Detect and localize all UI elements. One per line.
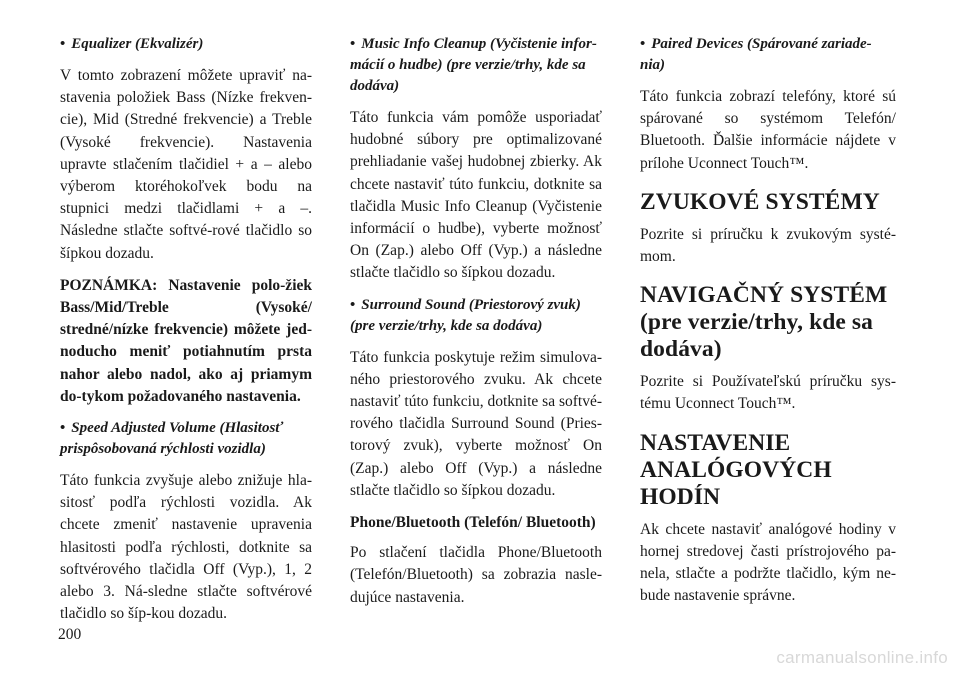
bullet: •	[60, 36, 66, 52]
paragraph-speed-volume: Táto funkcia zvyšuje alebo znižuje hla-sitosť podľa rýchlosti vozidla. Ak chcete zmeniť nastavenie upravenia hlasitosti podľa rýchlosti, dotknite sa softvérového tlačidla Off (Vyp.), 1, 2 alebo 3. Ná-sledne stlačte softvérové tlačidlo so šíp-kou dozadu.	[60, 472, 312, 623]
paragraph-clock: Ak chcete nastaviť analógové hodiny v hornej stredovej časti prístrojového pa-nela, stlačte a podržte tlačidlo, kým ne-bude nastavenie správne.	[640, 520, 896, 605]
paragraph-equalizer: V tomto zobrazení môžete upraviť na-stavenia položiek Bass (Nízke frekven-cie), Mid (Stredné frekvencie) a Treble (Vysoké frekvencie). Nastavenia upravte stlačením tlačidiel + a – alebo výberom ktoréhokoľvek bodu na stupnici medzi tlačidlami + a –. Následne stlačte softvé-rové tlačidlo so šípkou dozadu.	[60, 67, 312, 262]
column-middle	[350, 34, 602, 619]
bullet: •	[640, 36, 646, 52]
subheading-equalizer: • Equalizer (Ekvalizér)	[60, 36, 204, 52]
section-title-audio: ZVUKOVÉ SYSTÉMY	[640, 188, 880, 215]
subheading-paired-devices: • Paired Devices (Spárované zariade-nia)	[640, 36, 872, 73]
bullet: •	[60, 420, 66, 437]
paragraph-surround: Táto funkcia poskytuje režim simulova-ného priestorového zvuku. Ak chcete nastaviť túto funkciu, dotknite sa softvé-rového tlačidla Surround Sound (Pries-torový zvuk), vyberte možnosť On (Zap.) alebo Off (Vyp.) a následne stlačte tlačidlo so šípkou dozadu.	[350, 348, 602, 499]
paragraph-navigation: Pozrite si Používateľskú príručku sys-tému Uconnect Touch™.	[640, 373, 896, 413]
page-number: 200	[58, 626, 82, 643]
paragraph-music-info: Táto funkcia vám pomôže usporiadať hudobné súbory pre optimalizované prehliadanie vašej hudobnej zbierky. Ak chcete nastaviť túto funkciu, dotknite sa tlačidla Music Info Cleanup (Vyčistenie informácií o hudbe), vyberte možnosť On (Zap.) alebo Off (Vyp.) a následne stlačte tlačidlo so šípkou dozadu.	[350, 109, 602, 282]
bullet: •	[350, 296, 356, 313]
bullet: •	[350, 36, 356, 52]
subheading-surround: • Surround Sound (Priestorový zvuk) (pre verzie/trhy, kde sa dodáva)	[350, 296, 581, 334]
note-paragraph: POZNÁMKA: Nastavenie polo-žiek Bass/Mid/Treble (Vysoké/ stredné/nízke frekvencie) môžete jed-noducho meniť potiahnutím prsta nahor alebo nadol, ako aj priamym do-tykom požadovaného nastavenia.	[60, 276, 312, 405]
column-right	[640, 34, 896, 617]
paragraph-audio: Pozrite si príručku k zvukovým systé-mom.	[640, 225, 896, 266]
subheading-speed-volume: • Speed Adjusted Volume (Hlasitosť prispôsobovaná rýchlosti vozidla)	[60, 420, 284, 458]
column-left	[60, 34, 312, 635]
heading-phone-bluetooth: Phone/Bluetooth (Telefón/ Bluetooth)	[350, 514, 596, 532]
paragraph-phone-bluetooth: Po stlačení tlačidla Phone/Bluetooth (Telefón/Bluetooth) sa zobrazia nasle-dujúce nastavenia.	[350, 544, 602, 606]
paragraph-paired-devices: Táto funkcia zobrazí telefóny, ktoré sú spárované so systémom Telefón/ Bluetooth. Ďalšie informácie nájdete v prílohe Uconnect Touch™.	[640, 88, 896, 172]
section-title-navigation: NAVIGAČNÝ SYSTÉM (pre verzie/trhy, kde sa dodáva)	[640, 282, 888, 363]
section-title-clock: NASTAVENIE ANALÓGOVÝCH HODÍN	[640, 429, 832, 510]
subheading-music-info: • Music Info Cleanup (Vyčistenie infor-mácií o hudbe) (pre verzie/trhy, kde sa dodáva)	[350, 36, 597, 94]
watermark: carmanualsonline.info	[776, 648, 948, 667]
